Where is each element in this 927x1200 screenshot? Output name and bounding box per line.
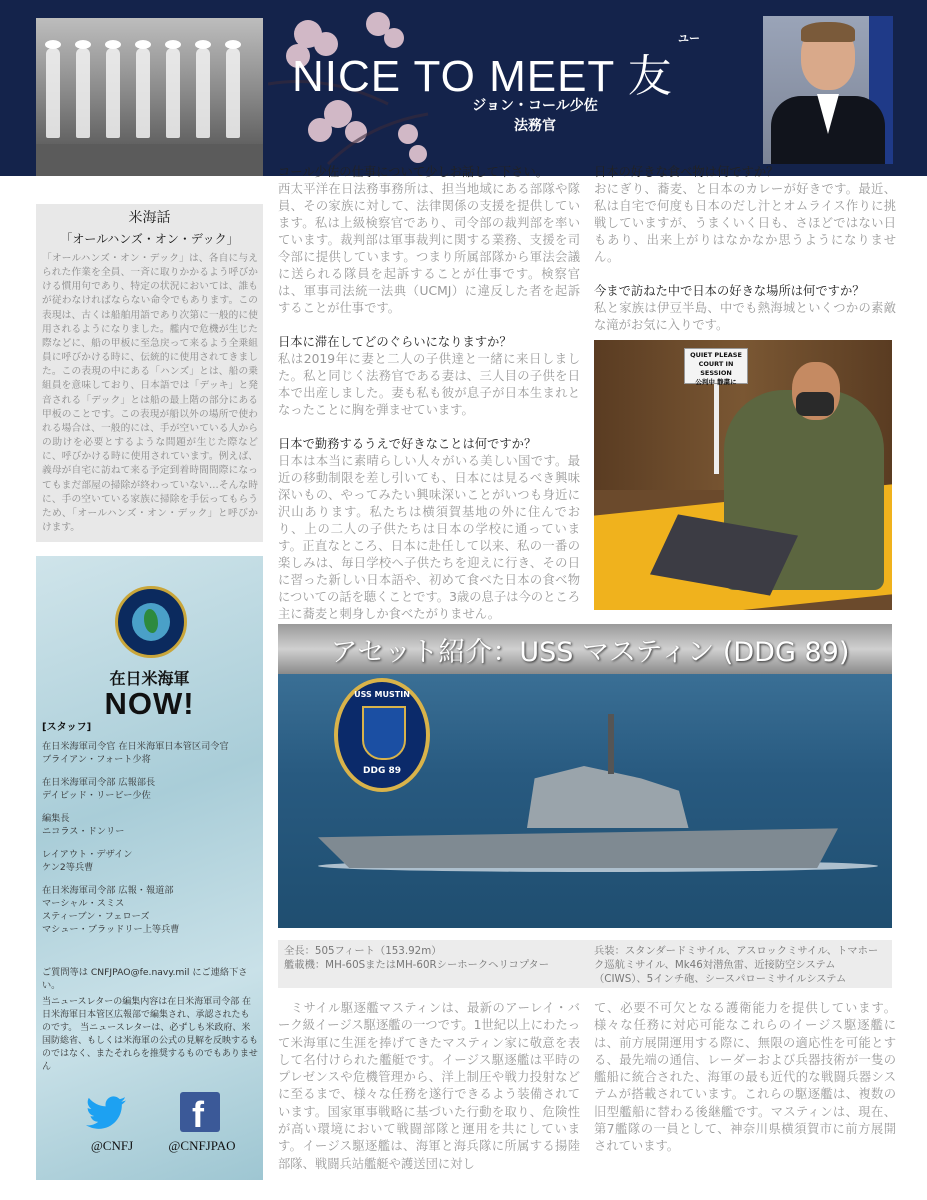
specs-right: 兵装：スタンダードミサイル、アスロックミサイル、トマホーク巡航ミサイル、Mk46対潜魚雷、近接防空システム（CIWS）、5インチ砲、シースパローミサイルシステム <box>594 945 879 985</box>
facebook-icon[interactable]: f <box>180 1092 220 1132</box>
sailors-photo <box>36 18 263 176</box>
interview-column-1 <box>278 164 580 640</box>
interviewee-role: 法務官 <box>514 118 556 134</box>
sign-line: 公判中 静粛に <box>695 378 737 386</box>
staff-entry: 在日米海軍司令部 広報部長 デイビッド・リービー少佐 <box>42 777 156 801</box>
title-ruby: ユー <box>678 32 700 45</box>
answer: おにぎり、蕎麦、と日本のカレーが好きです。最近、私は自宅で何度も日本のだし汁とオムライス作りに挑戦していますが、うまくいく日も、さほどではない日もあり、出来上がりはなかなか思うようになりません。 <box>594 182 896 264</box>
twitter-icon[interactable] <box>86 1096 126 1130</box>
staff-heading: [スタッフ] <box>42 722 92 733</box>
question: コール少佐の仕事について少しお話して下さい。 <box>278 165 549 179</box>
answer: 西太平洋在日法務事務所は、担当地域にある部隊や隊員、その家族に対して、法律関係の支援を提供しています。私は上級検察官であり、司令部の裁判部を率いています。裁判部は軍事裁判に関する業務、支援を司令部に提供しています。つまり所属部隊から軍法会議に送られる隊員を起訴することが仕事です。検察官は、軍事司法統一法典（UCMJ）に違反した者を起訴することが仕事です。 <box>278 182 580 315</box>
cnfj-seal-logo <box>115 586 187 658</box>
contact-text: ご質問等は CNFJPAO@fe.navy.mil にご連絡下さい。 <box>42 967 248 991</box>
staff-entry: 編集長 ニコラス・ドンリー <box>42 813 125 837</box>
column-subtitle: 「オールハンズ・オン・デック」 <box>60 232 239 246</box>
page-title: NICE TO MEET 友 <box>292 52 673 101</box>
interview-column-2 <box>594 164 896 351</box>
question: 日本に滞在してどのぐらいになりますか？ <box>278 335 512 349</box>
portrait-photo <box>763 16 893 164</box>
asset-paragraph-2: て、必要不可欠となる護衛能力を提供しています。様々な任務に対応可能なこれらのイージス駆逐艦には、前方展開運用する際に、無限の適応性を可能とする、最先端の通信、レーダーおよび兵器技術が一隻の艦船に統合された、海軍の最も近代的な戦闘兵器システムが搭載されています。これらの駆逐艦は、複数の旧型艦船に替わる後継艦です。マスティンは、現在、第7艦隊の一員として、神奈川県横須賀市に前方展開されています。 <box>594 1001 896 1154</box>
asset-paragraph-1: ミサイル駆逐艦マスティンは、最新のアーレイ・バーク級イージス駆逐艦の一つです。1世紀以上にわたって米海軍に生涯を捧げてきたマスティン家に敬意を表して名付けられた艦艇です。イージス駆逐艦は平時のプレゼンスや危機管理から、洋上制圧や戦力投射などに至るまで、様々な任務を遂行できるよう装備されています。国家軍事戦略に基づいた行動を取り、危険性が高い環境において戦闘部隊と運用を共にしています。イージス駆逐艦は、海軍と海兵隊に所属する揚陸部隊、戦闘兵站艦艇や護送団に対し <box>278 1001 580 1171</box>
staff-entry: 在日米海軍司令官 在日米海軍日本管区司令官 ブライアン・フォート少将 <box>42 741 229 765</box>
interviewee-name: ジョン・コール少佐 <box>472 98 598 114</box>
newsletter-now: NOW! <box>104 686 195 721</box>
ship-crest-logo <box>334 678 430 792</box>
crest-bottom-text: DDG 89 <box>363 766 401 776</box>
disclaimer-text: 当ニュースレターの編集内容は在日米海軍司令部 在日米海軍日本管区広報部で編集され、承認されたものです。 当ニュースレターは、必ずしも米政府、米国防総省、もしくは米海軍の公式の見解を反映するものではなく、またそれらを推奨するものでもありません <box>42 997 259 1072</box>
question: 今まで訪ねた中で日本の好きな場所は何ですか？ <box>594 284 865 298</box>
court-sign <box>684 348 748 384</box>
specs-left: 全長：505フィート（153.92m） 艦載機：MH-60SまたはMH-60Rシーホークヘリコプター <box>284 945 549 971</box>
newsletter-brand: 在日米海軍 <box>109 669 190 688</box>
answer: 日本は本当に素晴らしい人々がいる美しい国です。最近の移動制限を差し引いても、日本には見るべき興味深いもの、やってみたい興味深いことがいつも身近に沢山あります。私たちは横須賀基地の外に住んでおり、上の二人の子供たちは日本の学校に通っています。正直なところ、日本に赴任して以来、私の一番の楽しみは、毎日学校へ子供たちを迎えに行き、その日に習った新しい日本語や、初めて食べた日本の食べ物についての話を聴くことです。3歳の息子は今のところ主に蕎麦と刺身しか食べたがりません。 <box>278 454 580 621</box>
staff-entry: 在日米海軍司令部 広報・報道部 マーシャル・スミス スティーブン・フェローズ マシュー・ブラッドリー上等兵曹 <box>42 885 180 935</box>
question: 日本の好きな食べ物は何ですか？ <box>594 165 779 179</box>
sign-line: QUIET PLEASE <box>690 351 742 359</box>
twitter-handle[interactable]: @CNFJ <box>90 1138 134 1153</box>
sign-line: COURT IN SESSION <box>698 360 734 377</box>
crest-top-text: USS MUSTIN <box>354 690 410 699</box>
answer: 私と家族は伊豆半島、中でも熱海城といくつかの素敵な滝がお気に入りです。 <box>594 301 896 332</box>
question: 日本で勤務するうえで好きなことは何ですか？ <box>278 437 537 451</box>
facebook-handle[interactable]: @CNFJPAO <box>168 1138 236 1153</box>
column-body: 「オールハンズ・オン・デック」は、各自に与えられた作業を全員、一斉に取りかかるよう呼びかける慣用句であり、特定の状況においては、誰もが従わなければならない命令でもあります。この表現は、古くは船舶用語であり次第に一般的に使用されるようになりました。艦内で危機が生じた際などに、船の甲板に至急戻って来るよう全乗組員に呼びかける時に、伝統的に使用されてきました。この表現の中にある「ハンズ」とは、船の乗組員を意味しており、日本語では「デッキ」と発音される「デック」とは船の最上階の部分にある甲板のことです。この表現が船以外の場所で使われる場合は、一般的には、手が空いている人からの助けを必要とするような問題が生じた際などに、呼びかける時に使用されています。例えば、義母が自宅に訪ねて来る予定到着時間間際になってもまだ部屋の掃除が終わっていない…そんな時に、手の空いている家族に掃除を手伝ってもらうため、「オールハンズ・オン・デック」と呼びかけます。 <box>42 253 258 533</box>
interviewee-block <box>460 96 610 136</box>
staff-entry: レイアウト・デザイン ケン2等兵曹 <box>42 849 133 873</box>
answer: 私は2019年に妻と二人の子供達と一緒に来日しました。私と同じく法務官である妻は、三人目の子供を日本で出産しました。妻も私も彼が息子が日本生まれとなったことに胸を弾ませています。 <box>278 352 580 417</box>
column-title: 米海話 <box>128 210 171 226</box>
officer-at-laptop-photo <box>594 340 892 610</box>
asset-title: アセット紹介：USS マスティン (DDG 89) <box>330 637 850 668</box>
